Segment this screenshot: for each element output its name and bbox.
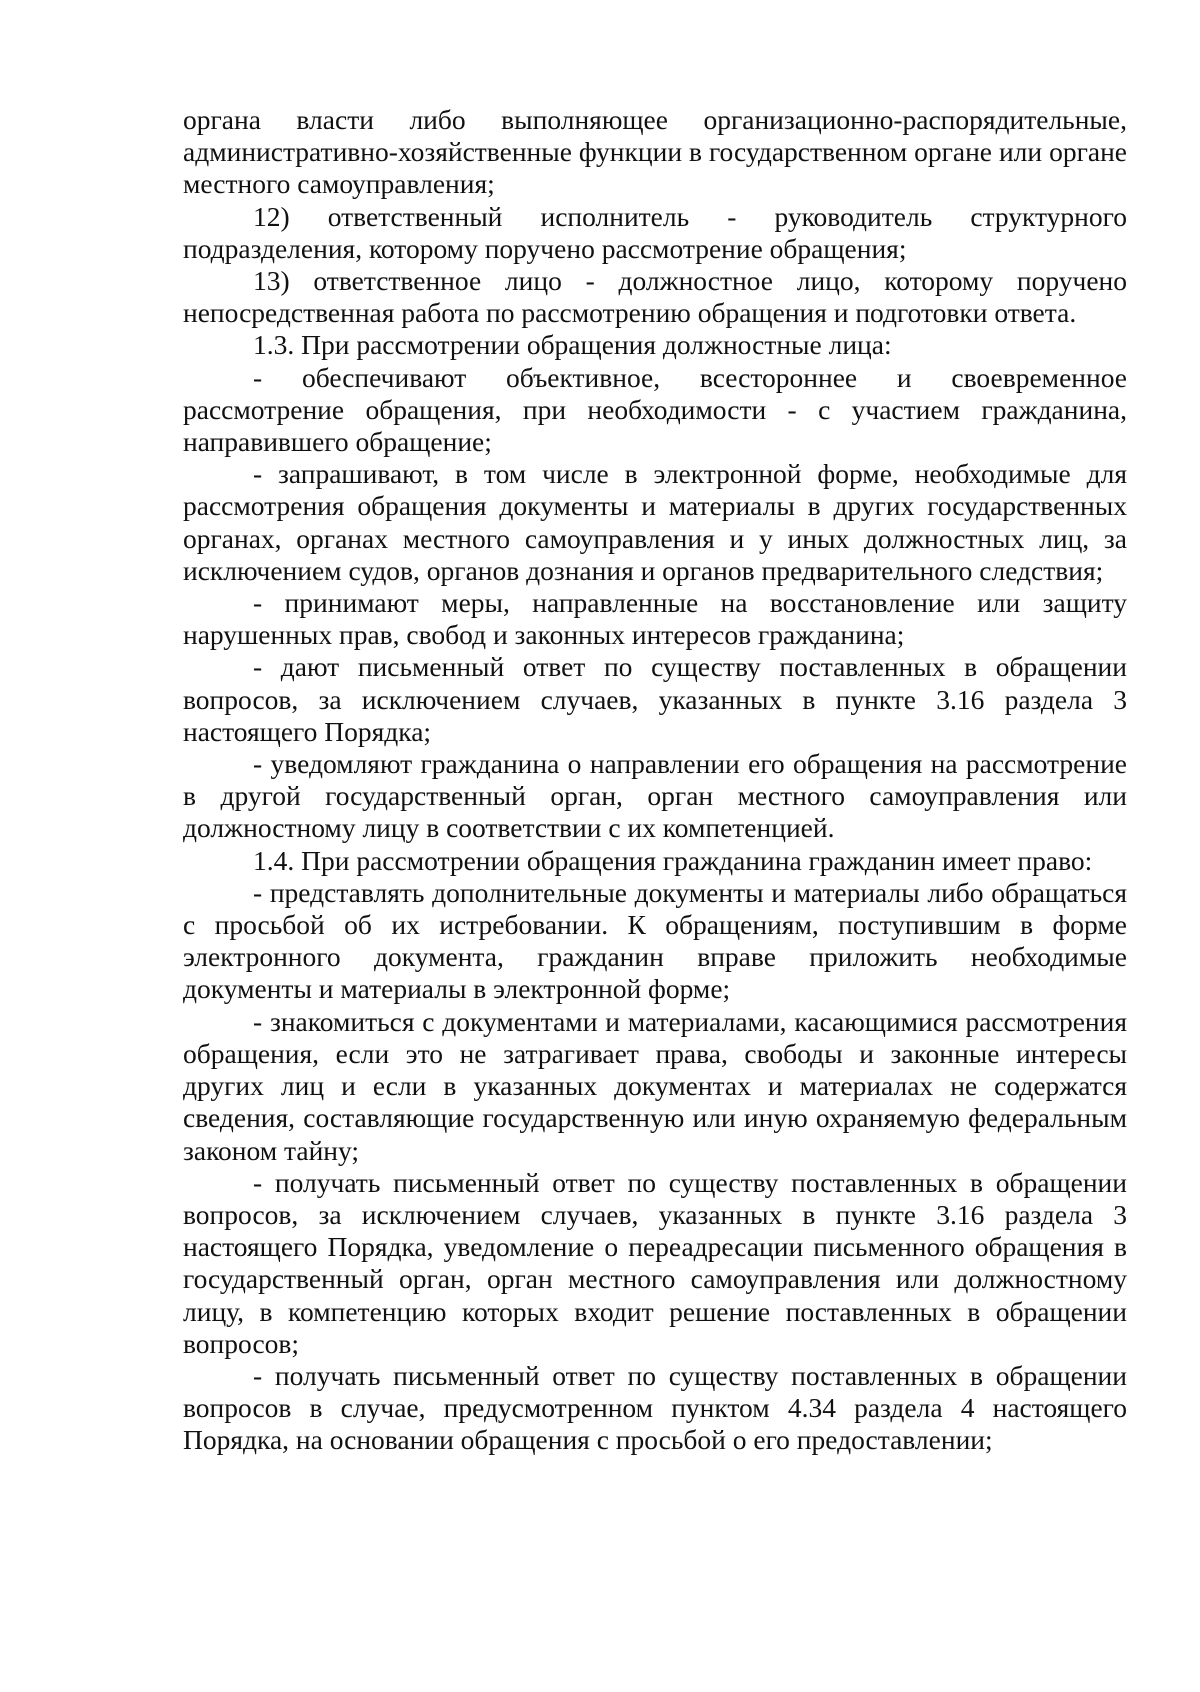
paragraph-bullet-ensure: - обеспечивают объективное, всестороннее и своевременное рассмотрение обращения, при необходимости - с участием гражданина, направившего обращение; [183, 361, 1127, 458]
paragraph-item-12: 12) ответственный исполнитель - руководитель структурного подразделения, которому поручено рассмотрение обращения; [183, 200, 1127, 264]
paragraph-bullet-review: - знакомиться с документами и материалами, касающимися рассмотрения обращения, если это не затрагивает права, свободы и законные интересы других лиц и если в указанных документах и материалах не содержатся сведения, составляющие государственную или иную охраняемую федеральным законом тайну; [183, 1005, 1127, 1166]
paragraph-item-13: 13) ответственное лицо - должностное лицо, которому поручено непосредственная работа по рассмотрению обращения и подготовки ответа. [183, 265, 1127, 329]
paragraph-bullet-request: - запрашивают, в том числе в электронной форме, необходимые для рассмотрения обращения документы и материалы в других государственных органах, органах местного самоуправления и у иных должностных лиц, за исключением судов, органов дознания и органов предварительного следствия; [183, 458, 1127, 586]
paragraph-bullet-receive-answer: - получать письменный ответ по существу поставленных в обращении вопросов, за исключением случаев, указанных в пункте 3.16 раздела 3 настоящего Порядка, уведомление о переадресации письменного обращения в государственный орган, орган местного самоуправления или должностному лицу, в компетенцию которых входит решение поставленных в обращении вопросов; [183, 1166, 1127, 1359]
paragraph-bullet-receive-answer-4-34: - получать письменный ответ по существу поставленных в обращении вопросов в случае, предусмотренном пунктом 4.34 раздела 4 настоящего Порядка, на основании обращения с просьбой о его предоставлении; [183, 1359, 1127, 1456]
paragraph-section-1-4: 1.4. При рассмотрении обращения гражданина гражданин имеет право: [253, 844, 1093, 876]
document-body [183, 104, 1127, 1457]
paragraph-bullet-measures: - принимают меры, направленные на восстановление или защиту нарушенных прав, свобод и законных интересов гражданина; [183, 587, 1127, 651]
paragraph-continuation: органа власти либо выполняющее организационно-распорядительные, административно-хозяйственные функции в государственном органе или органе местного самоуправления; [183, 104, 1127, 200]
paragraph-bullet-notify: - уведомляют гражданина о направлении его обращения на рассмотрение в другой государственный орган, орган местного самоуправления или должностному лицу в соответствии с их компетенцией. [183, 748, 1127, 844]
paragraph-bullet-submit: - представлять дополнительные документы и материалы либо обращаться с просьбой об их истребовании. К обращениям, поступившим в форме электронного документа, гражданин вправе приложить необходимые документы и материалы в электронной форме; [183, 876, 1127, 1005]
paragraph-section-1-3: 1.3. При рассмотрении обращения должностные лица: [253, 329, 892, 361]
paragraph-bullet-answer: - дают письменный ответ по существу поставленных в обращении вопросов, за исключением случаев, указанных в пункте 3.16 раздела 3 настоящего Порядка; [183, 651, 1127, 747]
